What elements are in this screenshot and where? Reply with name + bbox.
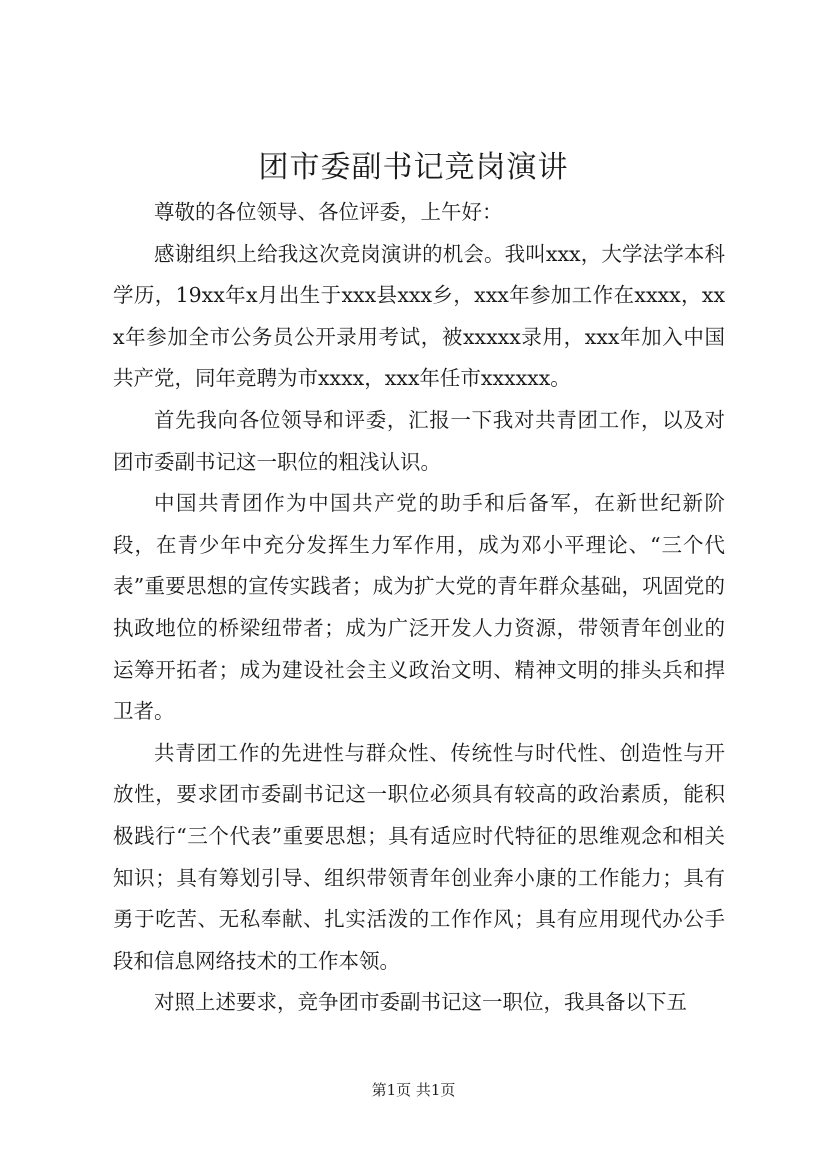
page-number-footer: 第1页 共1页 bbox=[371, 1081, 456, 1099]
paragraph-position-requirements: 共青团工作的先进性与群众性、传统性与时代性、创造性与开放性，要求团市委副书记这一职位必须具有较高的政治素质，能积极践行“三个代表”重要思想；具有适应时代特征的思维观念和相关知识；具有筹划引导、组织带领青年创业奔小康的工作能力；具有勇于吃苦、无私奉献、扎实活泼的工作作风；具有应用现代办公手段和信息网络技术的工作本领。 bbox=[113, 740, 725, 973]
paragraph-self-introduction: 感谢组织上给我这次竞岗演讲的机会。我叫xxx，大学法学本科学历，19xx年x月出生于xxx县xxx乡，xxx年参加工作在xxxx，xxx年参加全市公务员公开录用考试，被xxxxx录用，xxx年加入中国共产党，同年竞聘为市xxxx，xxx年任市xxxxxx。 bbox=[113, 241, 725, 391]
paragraph-qualifications: 对照上述要求，竞争团市委副书记这一职位，我具备以下五 bbox=[154, 990, 687, 1015]
paragraph-report-intro: 首先我向各位领导和评委，汇报一下我对共青团工作，以及对团市委副书记这一职位的粗浅认识。 bbox=[113, 407, 725, 474]
paragraph-greeting: 尊敬的各位领导、各位评委，上午好： bbox=[154, 200, 503, 224]
document-body bbox=[113, 192, 725, 1024]
paragraph-youth-league-role: 中国共青团作为中国共产党的助手和后备军，在新世纪新阶段，在青少年中充分发挥生力军作用，成为邓小平理论、“三个代表”重要思想的宣传实践者；成为扩大党的青年群众基础，巩固党的执政地位的桥梁纽带者；成为广泛开发人力资源，带领青年创业的运筹开拓者；成为建设社会主义政治文明、精神文明的排头兵和捍卫者。 bbox=[113, 491, 725, 724]
document-title: 团市委副书记竞岗演讲 bbox=[258, 150, 569, 185]
